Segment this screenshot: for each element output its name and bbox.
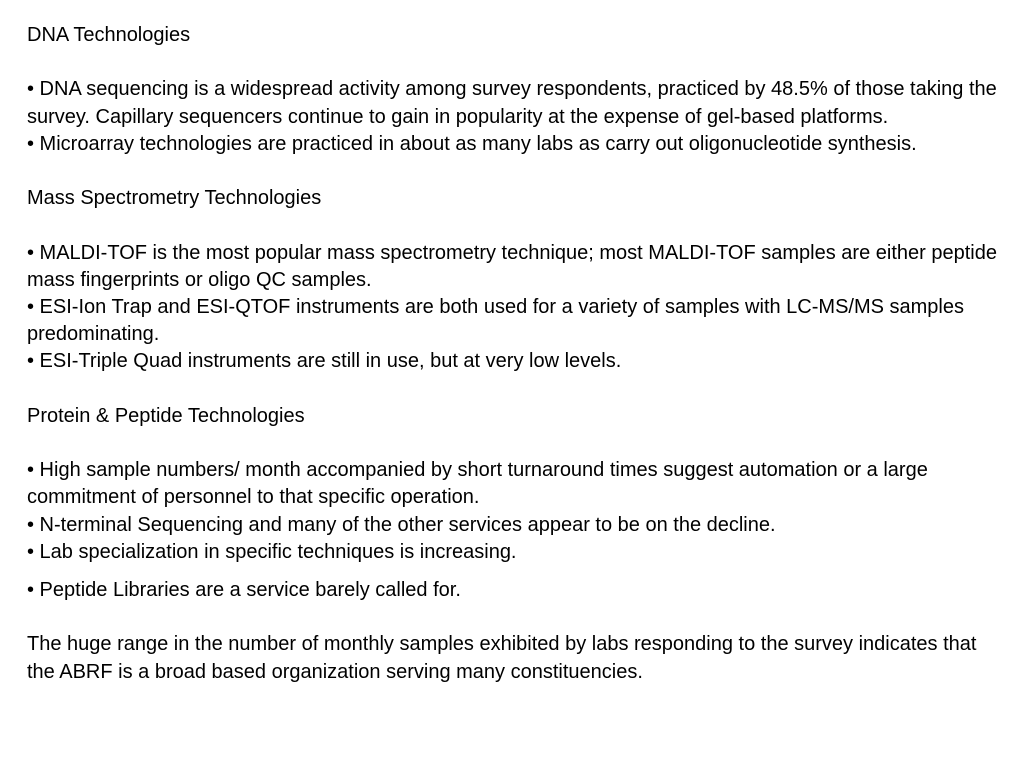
mass-spec-bullet-triple-quad: • ESI-Triple Quad instruments are still in use, but at very low levels. (27, 350, 622, 373)
slide-body (27, 22, 1002, 686)
dna-technologies-heading: DNA Technologies (27, 24, 191, 46)
protein-bullet-peptide-libraries: • Peptide Libraries are a service barely called for. (27, 578, 461, 601)
dna-bullet-microarray: • Microarray technologies are practiced in about as many labs as carry out oligonucleotide synthesis. (27, 132, 917, 155)
protein-peptide-heading: Protein & Peptide Technologies (27, 404, 305, 427)
spacer (27, 566, 1002, 577)
mass-spec-heading: Mass Spectrometry Technologies (27, 187, 322, 210)
protein-bullet-automation: • High sample numbers/ month accompanied by short turnaround times suggest automation or a large commitment of personnel to that specific operation. (27, 459, 928, 509)
summary-paragraph: The huge range in the number of monthly samples exhibited by labs responding to the survey indicates that the ABRF is a broad based organization serving many constituencies. (27, 633, 977, 683)
protein-bullet-specialization: • Lab specialization in specific techniques is increasing. (27, 540, 517, 563)
spacer (27, 430, 1002, 457)
dna-bullet-sequencing: • DNA sequencing is a widespread activity among survey respondents, practiced by 48.5% of those taking the survey. Capillary sequencers continue to gain in popularity at the expense of gel-based platforms. (27, 78, 997, 128)
spacer (27, 158, 1002, 185)
spacer (27, 376, 1002, 403)
spacer (27, 212, 1002, 239)
spacer (27, 604, 1002, 631)
mass-spec-bullet-esi-iontrap: • ESI-Ion Trap and ESI-QTOF instruments are both used for a variety of samples with LC-MS/MS samples predominating. (27, 295, 964, 346)
mass-spec-bullet-maldi: • MALDI-TOF is the most popular mass spectrometry technique; most MALDI-TOF samples are either peptide mass fingerprints or oligo QC samples. (27, 241, 997, 291)
spacer (27, 49, 1002, 76)
protein-bullet-n-terminal: • N-terminal Sequencing and many of the other services appear to be on the decline. (27, 513, 776, 536)
